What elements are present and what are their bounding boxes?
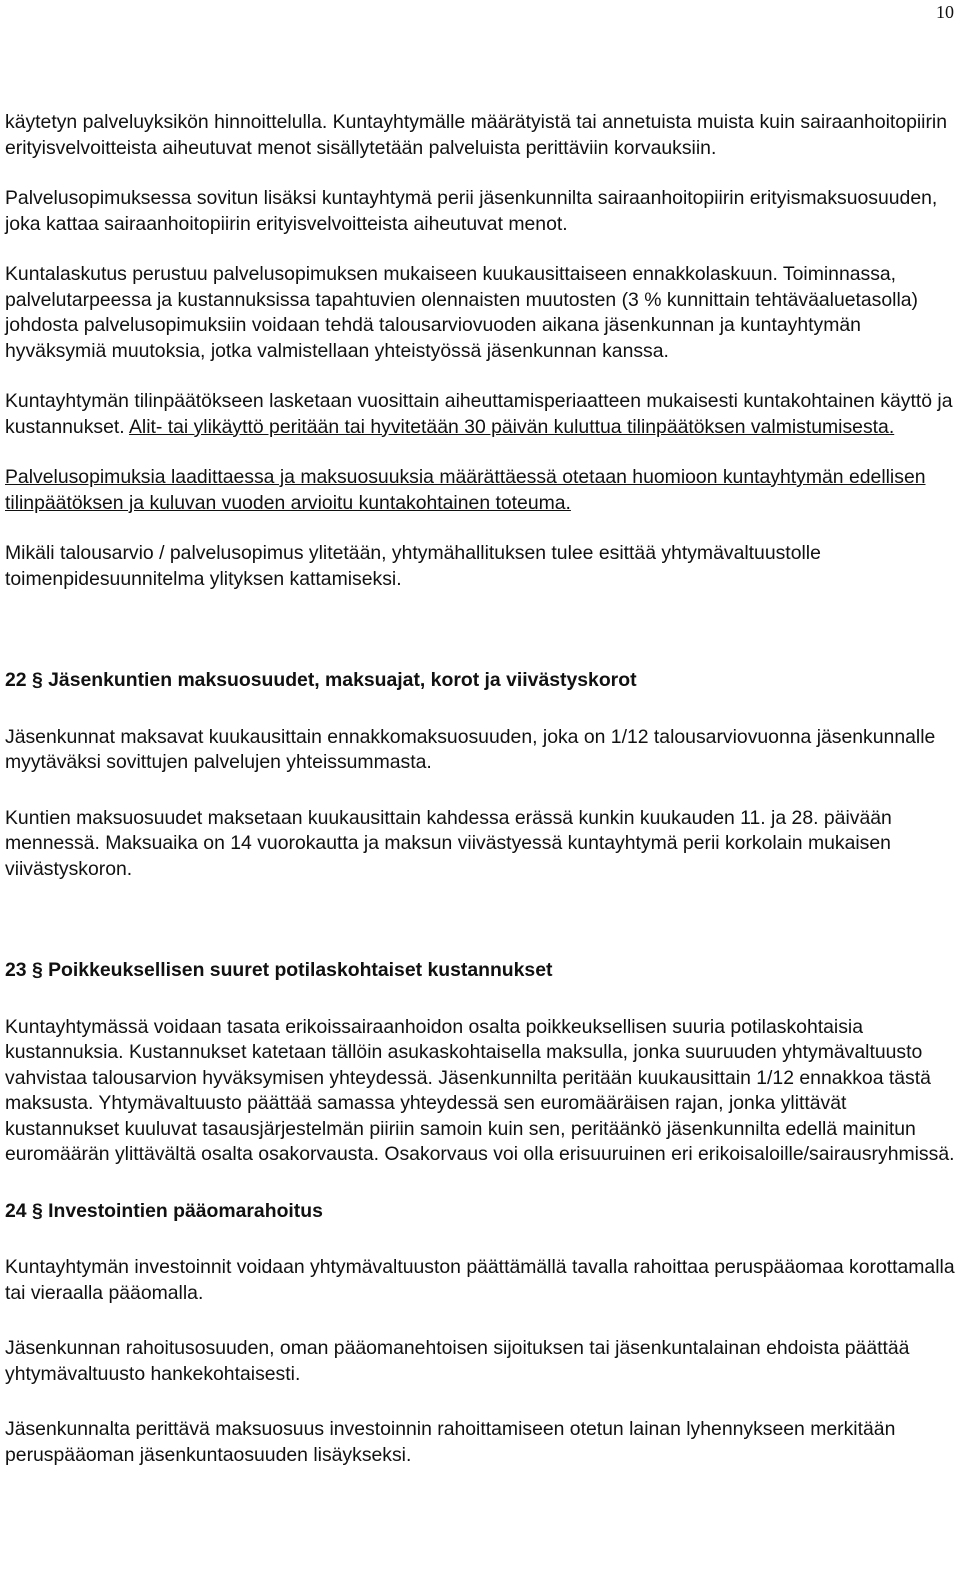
- paragraph: Kuntien maksuosuudet maksetaan kuukausittain kahdessa erässä kunkin kuukauden 11. ja 28. päivään mennessä. Maksuaika on 14 vuorokautta ja maksun viivästyessä kuntayhtymä perii korkolain mukaisen viivästyskoron.: [5, 806, 892, 880]
- paragraph: Jäsenkunnan rahoitusosuuden, oman pääomanehtoisen sijoituksen tai jäsenkuntalainan ehdoista päättää yhtymävaltuusto hankekohtaisesti.: [5, 1337, 910, 1385]
- section-heading: 23 § Poikkeuksellisen suuret potilaskohtaiset kustannukset: [5, 959, 553, 981]
- paragraph: Kuntayhtymässä voidaan tasata erikoissairaanhoidon osalta poikkeuksellisen suuria potilaskohtaisia kustannuksia. Kustannukset katetaan tällöin asukaskohtaisella maksulla, jonka suuruuden yhtymävaltuusto vahvistaa talousarvion hyväksymisen yhteydessä. Jäsenkunnilta peritään kuukausittain 1/12 ennakkoa tästä maksusta. Yhtymävaltuusto päättää samassa yhteydessä sen euromääräisen rajan, jonka ylittävät kustannukset kuuluvat tasausjärjestelmän piiriin samoin kuin sen, peritäänkö jäsenkunnilta edellä mainitun euromäärän ylittävältä osalta osakorvausta. Osakorvaus voi olla erisuuruinen eri erikoisaloille/sairausryhmissä.: [5, 1015, 955, 1165]
- paragraph-text: Kuntayhtymän tilinpäätökseen lasketaan vuosittain aiheuttamisperiaatteen mukaisesti kuntakohtainen käyttö ja kustannukset.: [5, 390, 953, 438]
- underlined-paragraph: Palvelusopimuksia laadittaessa ja maksuosuuksia määrättäessä otetaan huomioon kuntayhtymän edellisen tilinpäätöksen ja kuluvan vuoden arvioitu kuntakohtainen toteuma.: [5, 466, 926, 514]
- section-heading: 24 § Investointien pääomarahoitus: [5, 1199, 323, 1222]
- paragraph: Kuntayhtymän investoinnit voidaan yhtymävaltuuston päättämällä tavalla rahoittaa peruspääomaa korottamalla tai vieraalla pääomalla.: [5, 1256, 955, 1304]
- paragraph: Mikäli talousarvio / palvelusopimus ylitetään, yhtymähallituksen tulee esittää yhtymävaltuustolle toimenpidesuunnitelma ylityksen kattamiseksi.: [5, 542, 821, 590]
- paragraph: Jäsenkunnat maksavat kuukausittain ennakkomaksuosuuden, joka on 1/12 talousarviovuonna jäsenkunnalle myytäväksi sovittujen palvelujen yhteissummasta.: [5, 725, 936, 773]
- document-body: [5, 110, 955, 1468]
- paragraph: käytetyn palveluyksikön hinnoittelulla. Kuntayhtymälle määrätyistä tai annetuista muista kuin sairaanhoitopiirin erityisvelvoitteista aiheutuvat menot sisällytetään palveluista perittäviin korvauksiin.: [5, 111, 948, 159]
- paragraph: Palvelusopimuksessa sovitun lisäksi kuntayhtymä perii jäsenkunnilta sairaanhoitopiirin erityismaksuosuuden, joka kattaa sairaanhoitopiirin erityisvelvoitteista aiheutuvat menot.: [5, 187, 938, 235]
- paragraph: Kuntalaskutus perustuu palvelusopimuksen mukaiseen kuukausittaiseen ennakkolaskuun. Toiminnassa, palvelutarpeessa ja kustannuksissa tapahtuvien olennaisten muutosten (3 % kunnittain tehtäväaluetasolla) johdosta palvelusopimuksiin voidaan tehdä talousarviovuoden aikana jäsenkunnan ja kuntayhtymän hyväksymiä muutoksia, jotka valmistellaan yhteistyössä jäsenkunnan kanssa.: [5, 263, 919, 362]
- section-heading: 22 § Jäsenkuntien maksuosuudet, maksuajat, korot ja viivästyskorot: [5, 669, 637, 691]
- underlined-text: Alit- tai ylikäyttö peritään tai hyvitetään 30 päivän kuluttua tilinpäätöksen valmistumisesta.: [128, 415, 895, 438]
- paragraph: Jäsenkunnalta perittävä maksuosuus investoinnin rahoittamiseen otetun lainan lyhennykseen merkitään peruspääoman jäsenkuntaosuuden lisäykseksi.: [5, 1418, 896, 1466]
- page-number: 10: [936, 2, 954, 22]
- paragraph: [5, 389, 955, 440]
